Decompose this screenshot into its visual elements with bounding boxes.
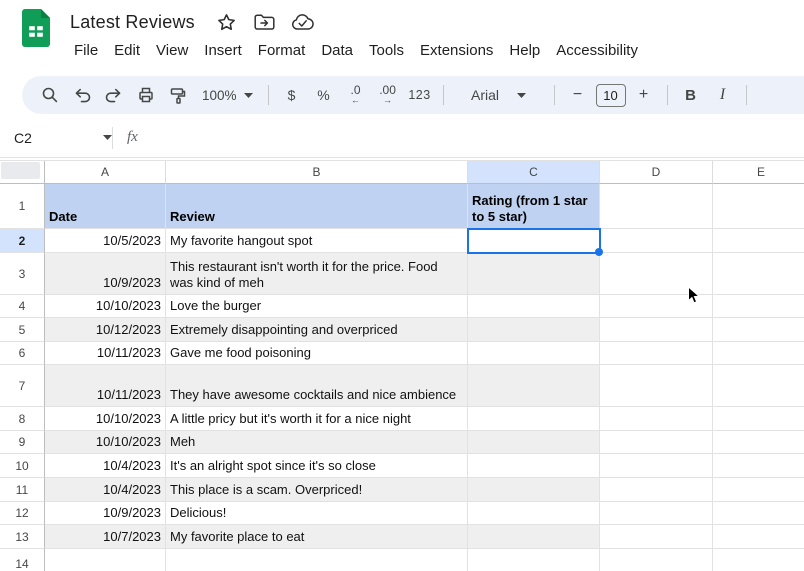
cell-A5[interactable]: 10/12/2023 xyxy=(45,318,166,342)
cell-A13[interactable]: 10/7/2023 xyxy=(45,525,166,549)
sheet-row-3 xyxy=(0,253,804,295)
paint-format-icon[interactable] xyxy=(164,81,192,109)
row-header-11[interactable]: 11 xyxy=(0,478,45,502)
arrow-left-icon: ← xyxy=(351,95,361,105)
menu-format[interactable]: Format xyxy=(257,41,306,59)
cell-A10[interactable]: 10/4/2023 xyxy=(45,454,166,478)
cell-E9[interactable] xyxy=(713,431,804,454)
cell-B1[interactable]: Review xyxy=(166,184,468,229)
toolbar-divider xyxy=(443,85,444,105)
cell-B9[interactable]: Meh xyxy=(166,431,468,454)
column-header-A[interactable]: A xyxy=(45,161,166,184)
cell-D10[interactable] xyxy=(600,454,713,478)
cell-A12[interactable]: 10/9/2023 xyxy=(45,502,166,525)
cell-B2[interactable]: My favorite hangout spot xyxy=(166,229,468,253)
increase-decimal-button[interactable]: .00 → xyxy=(379,83,396,105)
cell-A2[interactable]: 10/5/2023 xyxy=(45,229,166,253)
star-icon[interactable] xyxy=(215,10,239,34)
row-header-1[interactable]: 1 xyxy=(0,184,45,229)
percent-format-button[interactable]: % xyxy=(317,87,330,103)
sheet-row-5 xyxy=(0,318,804,342)
top-bar xyxy=(0,0,804,72)
cell-E10[interactable] xyxy=(713,454,804,478)
column-header-C[interactable]: C xyxy=(468,161,600,184)
sheet-row-14 xyxy=(0,549,804,571)
toolbar xyxy=(22,76,804,114)
cell-B12[interactable]: Delicious! xyxy=(166,502,468,525)
cell-D6[interactable] xyxy=(600,342,713,365)
cell-C13[interactable] xyxy=(468,525,600,549)
cell-D8[interactable] xyxy=(600,407,713,431)
title-block xyxy=(66,8,646,62)
cell-B8[interactable]: A little pricy but it's worth it for a nice night xyxy=(166,407,468,431)
cell-D5[interactable] xyxy=(600,318,713,342)
move-to-folder-icon[interactable] xyxy=(253,10,277,34)
row-header-5[interactable]: 5 xyxy=(0,318,45,342)
cell-A11[interactable]: 10/4/2023 xyxy=(45,478,166,502)
sheet-row-9 xyxy=(0,431,804,454)
menu-view[interactable]: View xyxy=(156,41,189,59)
cell-B10[interactable]: It's an alright spot since it's so close xyxy=(166,454,468,478)
row-header-12[interactable]: 12 xyxy=(0,502,45,525)
chevron-down-icon xyxy=(103,135,112,140)
cell-A7[interactable]: 10/11/2023 xyxy=(45,365,166,407)
cell-E14[interactable] xyxy=(713,549,804,571)
cell-D12[interactable] xyxy=(600,502,713,525)
cell-E12[interactable] xyxy=(713,502,804,525)
column-header-row xyxy=(0,161,804,184)
toolbar-divider xyxy=(667,85,668,105)
row-header-6[interactable]: 6 xyxy=(0,342,45,365)
menu-extensions[interactable]: Extensions xyxy=(420,41,494,59)
column-header-B[interactable]: B xyxy=(166,161,468,184)
chevron-down-icon xyxy=(244,93,253,98)
select-all-corner-pad xyxy=(1,162,40,179)
sheets-logo-icon[interactable] xyxy=(22,9,50,47)
sheet-row-7 xyxy=(0,365,804,407)
cell-C14[interactable] xyxy=(468,549,600,571)
cell-C9[interactable] xyxy=(468,431,600,454)
toolbar-divider xyxy=(554,85,555,105)
cell-D14[interactable] xyxy=(600,549,713,571)
cell-E7[interactable] xyxy=(713,365,804,407)
cell-B11[interactable]: This place is a scam. Overpriced! xyxy=(166,478,468,502)
cell-E6[interactable] xyxy=(713,342,804,365)
cell-A6[interactable]: 10/11/2023 xyxy=(45,342,166,365)
font-family-value: Arial xyxy=(471,87,500,103)
spreadsheet-grid xyxy=(0,160,804,571)
cell-B4[interactable]: Love the burger xyxy=(166,295,468,318)
cell-B7[interactable]: They have awesome cocktails and nice ambience xyxy=(166,365,468,407)
cell-B5[interactable]: Extremely disappointing and overpriced xyxy=(166,318,468,342)
cloud-saved-icon[interactable] xyxy=(291,10,315,34)
bold-button[interactable]: B xyxy=(685,86,696,104)
zoom-value: 100% xyxy=(202,87,237,103)
cell-D3[interactable] xyxy=(600,253,713,295)
row-header-3[interactable]: 3 xyxy=(0,253,45,295)
menu-file[interactable]: File xyxy=(74,41,99,59)
cell-D2[interactable] xyxy=(600,229,713,253)
search-icon[interactable] xyxy=(36,81,64,109)
redo-icon[interactable] xyxy=(100,81,128,109)
cell-D7[interactable] xyxy=(600,365,713,407)
cell-D11[interactable] xyxy=(600,478,713,502)
cell-E1[interactable] xyxy=(713,184,804,229)
menu-accessibility[interactable]: Accessibility xyxy=(556,41,638,59)
doc-title[interactable]: Latest Reviews xyxy=(70,11,195,32)
zoom-control[interactable] xyxy=(196,81,259,109)
cell-E3[interactable] xyxy=(713,253,804,295)
decrease-decimal-button[interactable]: .0 ← xyxy=(350,83,361,105)
select-all-corner[interactable] xyxy=(0,161,45,184)
sheet-row-13 xyxy=(0,525,804,549)
cell-E11[interactable] xyxy=(713,478,804,502)
cell-D13[interactable] xyxy=(600,525,713,549)
cell-E8[interactable] xyxy=(713,407,804,431)
cell-C10[interactable] xyxy=(468,454,600,478)
cell-C1[interactable]: Rating (from 1 star to 5 star) xyxy=(468,184,600,229)
cell-A14[interactable] xyxy=(45,549,166,571)
cell-A4[interactable]: 10/10/2023 xyxy=(45,295,166,318)
more-formats-button[interactable]: 123 xyxy=(408,88,431,102)
sheet-row-4 xyxy=(0,295,804,318)
menu-tools[interactable]: Tools xyxy=(369,41,405,59)
cell-B14[interactable] xyxy=(166,549,468,571)
row-header-4[interactable]: 4 xyxy=(0,295,45,318)
cell-C8[interactable] xyxy=(468,407,600,431)
cell-C4[interactable] xyxy=(468,295,600,318)
cell-D4[interactable] xyxy=(600,295,713,318)
row-header-8[interactable]: 8 xyxy=(0,407,45,431)
row-header-10[interactable]: 10 xyxy=(0,454,45,478)
sheet-row-10 xyxy=(0,454,804,478)
sheet-row-1 xyxy=(0,184,804,229)
menu-bar xyxy=(66,38,646,62)
fx-icon[interactable]: fx xyxy=(127,129,138,145)
cell-D1[interactable] xyxy=(600,184,713,229)
cell-E13[interactable] xyxy=(713,525,804,549)
currency-format-button[interactable]: $ xyxy=(287,87,296,103)
cell-A9[interactable]: 10/10/2023 xyxy=(45,431,166,454)
row-header-9[interactable]: 9 xyxy=(0,431,45,454)
sheet-row-2 xyxy=(0,229,804,253)
cell-E5[interactable] xyxy=(713,318,804,342)
cell-D9[interactable] xyxy=(600,431,713,454)
name-box[interactable] xyxy=(0,130,112,146)
cell-B6[interactable]: Gave me food poisoning xyxy=(166,342,468,365)
sheet-row-8 xyxy=(0,407,804,431)
menu-data[interactable]: Data xyxy=(321,41,353,59)
menu-insert[interactable]: Insert xyxy=(204,41,242,59)
menu-edit[interactable]: Edit xyxy=(114,41,141,59)
cell-C11[interactable] xyxy=(468,478,600,502)
formula-bar xyxy=(0,118,804,158)
toolbar-divider xyxy=(268,85,269,105)
sheet-row-6 xyxy=(0,342,804,365)
print-icon[interactable] xyxy=(132,81,160,109)
row-header-7[interactable]: 7 xyxy=(0,365,45,407)
active-cell-C2[interactable] xyxy=(468,229,600,253)
formula-bar-divider xyxy=(112,127,113,149)
cell-C6[interactable] xyxy=(468,342,600,365)
cell-A1[interactable]: Date xyxy=(45,184,166,229)
row-header-2[interactable]: 2 xyxy=(0,229,45,253)
cell-E4[interactable] xyxy=(713,295,804,318)
sheet-row-11 xyxy=(0,478,804,502)
cell-C5[interactable] xyxy=(468,318,600,342)
cell-A3[interactable]: 10/9/2023 xyxy=(45,253,166,295)
row-header-14[interactable]: 14 xyxy=(0,549,45,571)
menu-help[interactable]: Help xyxy=(509,41,541,59)
cell-B13[interactable]: My favorite place to eat xyxy=(166,525,468,549)
arrow-right-icon: → xyxy=(383,95,393,105)
column-header-D[interactable]: D xyxy=(600,161,713,184)
cell-E2[interactable] xyxy=(713,229,804,253)
sheet-row-12 xyxy=(0,502,804,525)
fill-handle[interactable] xyxy=(595,248,603,256)
decrease-font-size-button[interactable]: − xyxy=(572,86,583,103)
cell-B3[interactable]: This restaurant isn't worth it for the price. Food was kind of meh xyxy=(166,253,468,295)
font-size-input[interactable]: 10 xyxy=(596,84,626,107)
cell-C3[interactable] xyxy=(468,253,600,295)
chevron-down-icon xyxy=(517,93,526,98)
italic-button[interactable]: I xyxy=(719,86,726,103)
increase-font-size-button[interactable]: + xyxy=(638,86,649,103)
name-box-value: C2 xyxy=(14,129,32,146)
cell-A8[interactable]: 10/10/2023 xyxy=(45,407,166,431)
undo-icon[interactable] xyxy=(68,81,96,109)
toolbar-divider xyxy=(746,85,747,105)
cell-C12[interactable] xyxy=(468,502,600,525)
font-family-control[interactable] xyxy=(453,81,545,109)
row-header-13[interactable]: 13 xyxy=(0,525,45,549)
column-header-E[interactable]: E xyxy=(713,161,804,184)
cell-C7[interactable] xyxy=(468,365,600,407)
